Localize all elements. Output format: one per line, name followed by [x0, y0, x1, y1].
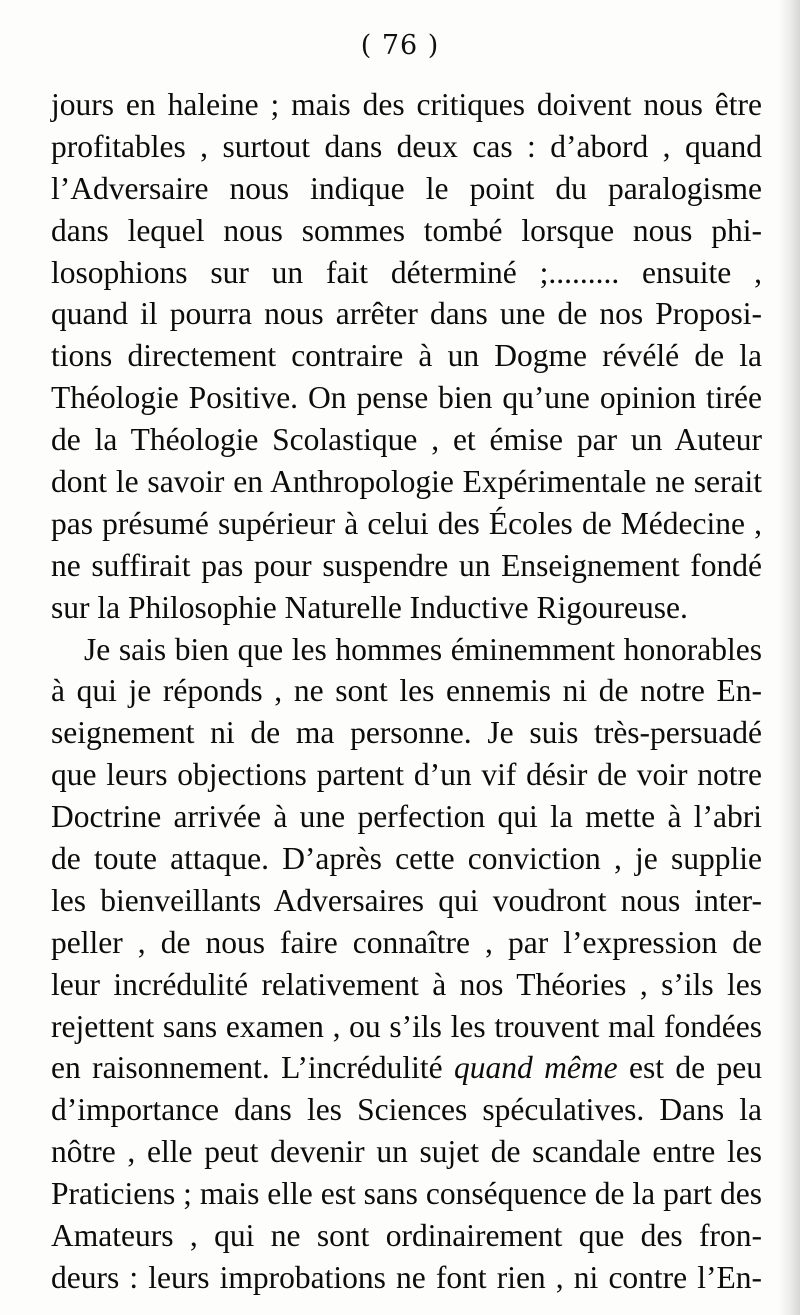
text-line: leur incrédulité relativement à nos Théories , s’ils les — [51, 966, 762, 1002]
text-line: jours en haleine ; mais des critiques doivent nous être — [51, 87, 762, 122]
text-line: pas présumé supérieur à celui des Écoles de Médecine , — [51, 505, 762, 541]
text-line: tions directement contraire à un Dogme révélé de la — [51, 338, 762, 374]
text-line: l’Adversaire nous indique le point du paralogisme — [51, 170, 762, 206]
text-line: dans lequel nous sommes tombé lorsque nous phi- — [51, 212, 762, 248]
paragraph-start-line: Je sais bien que les hommes éminemment honorables — [84, 631, 762, 667]
text-line: quand il pourra nous arrêter dans une de nos Proposi- — [51, 296, 762, 332]
text-line: d’importance dans les Sciences spéculatives. Dans la — [51, 1092, 762, 1128]
text-line: profitables , surtout dans deux cas : d’abord , quand — [51, 128, 762, 164]
text-line: de toute attaque. D’après cette conviction , je supplie — [51, 841, 762, 877]
text-line: Théologie Positive. On pense bien qu’une opinion tirée — [51, 380, 762, 416]
text-line: deurs : leurs improbations ne font rien , ni contre l’En- — [51, 1259, 762, 1295]
text-line-with-italic — [51, 1047, 762, 1089]
page-edge-shadow — [778, 0, 800, 1315]
text-line: que leurs objections partent d’un vif désir de voir notre — [51, 757, 762, 793]
text-fragment: est de peu — [617, 1050, 762, 1086]
text-line: peller , de nous faire connaître , par l’expression de — [51, 924, 762, 960]
italic-phrase: quand même — [454, 1050, 618, 1086]
text-line: Doctrine arrivée à une perfection qui la mette à l’abri — [51, 799, 762, 835]
text-line: rejettent sans examen , ou s’ils les trouvent mal fondées — [51, 1008, 762, 1044]
text-line: les bienveillants Adversaires qui voudront nous inter- — [51, 882, 762, 918]
text-line: de la Théologie Scolastique , et émise par un Auteur — [51, 422, 762, 458]
text-line: Praticiens ; mais elle est sans conséquence de la part des — [51, 1176, 762, 1212]
text-line: losophions sur un fait déterminé ;......... ensuite , — [51, 254, 762, 290]
text-line: Amateurs , qui ne sont ordinairement que des fron- — [51, 1218, 762, 1254]
text-line: dont le savoir en Anthropologie Expérimentale ne serait — [51, 464, 762, 500]
text-line: seignement ni de ma personne. Je suis très-persuadé — [51, 715, 762, 751]
text-line: nôtre , elle peut devenir un sujet de scandale entre les — [51, 1134, 762, 1170]
paragraph-end-line: sur la Philosophie Naturelle Inductive Rigoureuse. — [51, 589, 688, 625]
text-line: à qui je réponds , ne sont les ennemis ni de notre En- — [51, 673, 762, 709]
text-fragment: en raisonnement. L’incrédulité — [51, 1050, 454, 1086]
page-number: ( 76 ) — [360, 30, 440, 61]
text-line: ne suffirait pas pour suspendre un Enseignement fondé — [51, 547, 762, 583]
body-text — [51, 84, 762, 1299]
